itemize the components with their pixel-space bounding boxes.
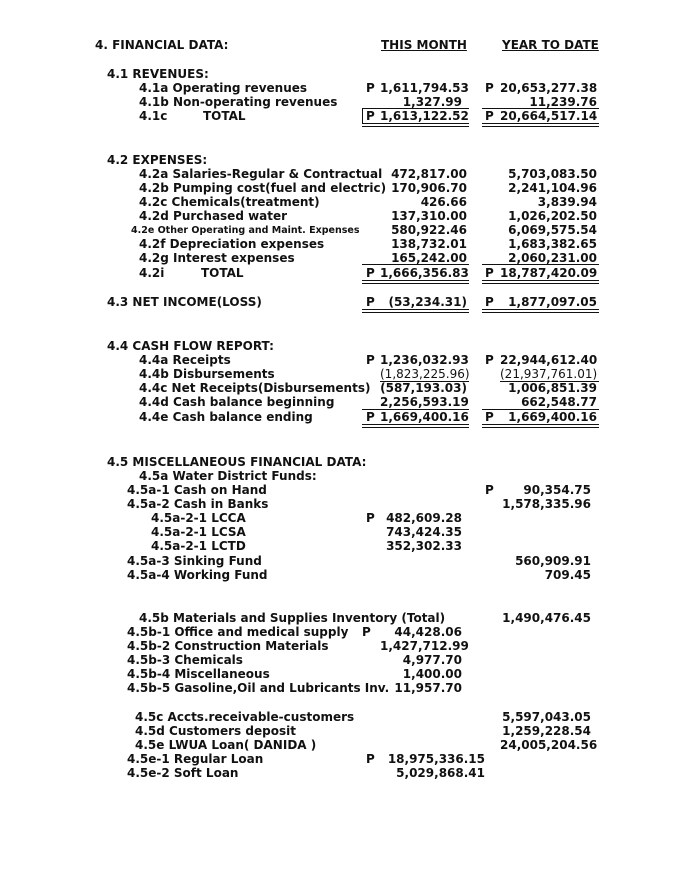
cash-flow-month-value: (1,823,225.96) [380,367,470,381]
revenue-row-label: 4.1a Operating revenues [139,81,308,95]
misc-value: 90,354.75 [523,483,591,497]
total-double-rule [482,309,599,313]
total-double-rule [482,424,599,428]
inventory-total: 1,490,476.45 [502,611,591,625]
misc-row-label: 4.5c Accts.receivable-customers [135,710,355,724]
inventory-title: 4.5b Materials and Supplies Inventory (Total) [139,611,446,625]
expense-row-label: 4.2g Interest expenses [139,251,295,265]
cash-flow-row-label: 4.4a Receipts [139,353,231,367]
expense-row-label: 4.2c Chemicals(treatment) [139,195,320,209]
net-income-ytd: 1,877,097.05 [508,295,597,309]
cash-flow-row-label: 4.4e Cash balance ending [139,410,313,424]
expense-month-value: 170,906.70 [391,181,467,195]
misc-row-label: 4.5e LWUA Loan( DANIDA ) [135,738,317,752]
expense-month-value: 426.66 [420,195,467,209]
revenue-total-month: 1,613,122.52 [380,109,469,123]
peso-sign: P [366,410,375,424]
misc-value: 11,957.70 [394,681,462,695]
subtotal-rule [482,264,599,265]
misc-value: 560,909.91 [515,554,591,568]
expense-total-ytd: 18,787,420.09 [500,266,598,280]
net-income-label: 4.3 NET INCOME(LOSS) [107,295,262,309]
revenue-total-code: 4.1c [139,109,168,123]
cash-flow-month-value: 1,236,032.93 [380,353,469,367]
misc-value: 18,975,336.15 [387,752,485,766]
expense-ytd-value: 2,060,231.00 [508,251,597,265]
revenue-total-label: TOTAL [203,109,246,123]
cash-flow-month-value: 2,256,593.19 [380,395,469,409]
misc-row-label: 4.5a-2-1 LCSA [151,525,246,539]
expense-total-code: 4.2i [139,266,165,280]
expense-ytd-value: 1,683,382.65 [508,237,597,251]
cash-flow-month-value: (587,193.03) [380,381,467,395]
revenue-month-value: 1,611,794.53 [380,81,469,95]
misc-row-label: 4.5b-3 Chemicals [127,653,243,667]
expense-ytd-value: 2,241,104.96 [508,181,597,195]
revenues-title: 4.1 REVENUES: [107,67,209,81]
expense-total-label: TOTAL [201,266,244,280]
misc-value: 1,259,228.54 [502,724,591,738]
peso-sign: P [366,353,375,367]
expense-row-label: 4.2b Pumping cost(fuel and electric) [139,181,387,195]
peso-sign: P [366,295,375,309]
peso-sign: P [485,483,494,497]
revenue-ytd-value: 20,653,277.38 [500,81,598,95]
expense-ytd-value: 3,839.94 [537,195,597,209]
misc-value: 5,029,868.41 [396,766,485,780]
peso-sign: P [366,511,375,525]
section-heading: 4. FINANCIAL DATA: [95,38,229,52]
expense-month-value: 165,242.00 [391,251,467,265]
cash-flow-row-label: 4.4d Cash balance beginning [139,395,335,409]
misc-row-label: 4.5e-1 Regular Loan [127,752,264,766]
total-double-rule [362,309,469,313]
misc-value: 709.45 [544,568,591,582]
misc-row-label: 4.5a-1 Cash on Hand [127,483,267,497]
revenue-ytd-value: 11,239.76 [529,95,597,109]
expense-row-label: 4.2a Salaries-Regular & Contractual [139,167,383,181]
total-double-rule [362,280,469,284]
total-double-rule [482,280,599,284]
col-header-year-to-date: YEAR TO DATE [502,38,599,52]
expenses-title: 4.2 EXPENSES: [107,153,208,167]
expense-ytd-value: 5,703,083.50 [508,167,597,181]
expense-ytd-value: 1,026,202.50 [508,209,597,223]
expense-row-label: 4.2d Purchased water [139,209,288,223]
peso-sign: P [366,752,375,766]
col-header-this-month: THIS MONTH [381,38,467,52]
cash-flow-ytd-value: 22,944,612.40 [500,353,598,367]
box-rule [362,109,363,123]
misc-value: 4,977.70 [402,653,462,667]
expense-month-value: 138,732.01 [391,237,467,251]
misc-value: 1,427,712.99 [380,639,469,653]
peso-sign: P [366,81,375,95]
misc-value: 352,302.33 [386,539,462,553]
misc-value: 482,609.28 [386,511,462,525]
misc-value: 743,424.35 [386,525,462,539]
peso-sign: P [485,295,494,309]
misc-row-label: 4.5b-5 Gasoline,Oil and Lubricants Inv. [127,681,390,695]
peso-sign: P [485,81,494,95]
misc-value: 5,597,043.05 [502,710,591,724]
misc-value: 1,578,335.96 [502,497,591,511]
misc-title: 4.5 MISCELLANEOUS FINANCIAL DATA: [107,455,367,469]
subtotal-rule [362,264,469,265]
cash-flow-month-value: 1,669,400.16 [380,410,469,424]
expense-month-value: 137,310.00 [391,209,467,223]
revenue-total-ytd: 20,664,517.14 [500,109,598,123]
misc-row-label: 4.5a-3 Sinking Fund [127,554,262,568]
peso-sign: P [362,625,371,639]
misc-row-label: 4.5a-4 Working Fund [127,568,268,582]
misc-value: 44,428.06 [394,625,462,639]
peso-sign: P [485,109,494,123]
peso-sign: P [366,266,375,280]
total-double-rule [362,123,469,127]
expense-row-label: 4.2e Other Operating and Maint. Expenses [131,225,360,236]
misc-value: 1,400.00 [402,667,462,681]
expense-month-value: 580,922.46 [391,223,467,237]
misc-row-label: 4.5b-1 Office and medical supply [127,625,349,639]
cash-flow-row-label: 4.4b Disbursements [139,367,275,381]
misc-row-label: 4.5b-2 Construction Materials [127,639,329,653]
misc-value: 24,005,204.56 [500,738,598,752]
cash-flow-ytd-value: 662,548.77 [521,395,597,409]
misc-row-label: 4.5a-2-1 LCCA [151,511,246,525]
misc-row-label: 4.5b-4 Miscellaneous [127,667,270,681]
expense-month-value: 472,817.00 [391,167,467,181]
peso-sign: P [485,353,494,367]
cash-flow-ytd-value: 1,006,851.39 [508,381,597,395]
net-income-month: (53,234.31) [388,295,467,309]
misc-row-label: 4.5d Customers deposit [135,724,296,738]
funds-title: 4.5a Water District Funds: [139,469,317,483]
peso-sign: P [366,109,375,123]
misc-row-label: 4.5a-2 Cash in Banks [127,497,269,511]
total-double-rule [362,424,469,428]
misc-row-label: 4.5a-2-1 LCTD [151,539,246,553]
expense-row-label: 4.2f Depreciation expenses [139,237,325,251]
expense-ytd-value: 6,069,575.54 [508,223,597,237]
total-double-rule [482,123,599,127]
peso-sign: P [485,410,494,424]
cash-flow-row-label: 4.4c Net Receipts(Disbursements) [139,381,371,395]
revenue-row-label: 4.1b Non-operating revenues [139,95,338,109]
cash-flow-title: 4.4 CASH FLOW REPORT: [107,339,274,353]
cash-flow-ytd-value: (21,937,761.01) [500,367,598,381]
revenue-month-value: 1,327.99 [402,95,462,109]
expense-total-month: 1,666,356.83 [380,266,469,280]
cash-flow-ytd-value: 1,669,400.16 [508,410,597,424]
misc-row-label: 4.5e-2 Soft Loan [127,766,239,780]
peso-sign: P [485,266,494,280]
